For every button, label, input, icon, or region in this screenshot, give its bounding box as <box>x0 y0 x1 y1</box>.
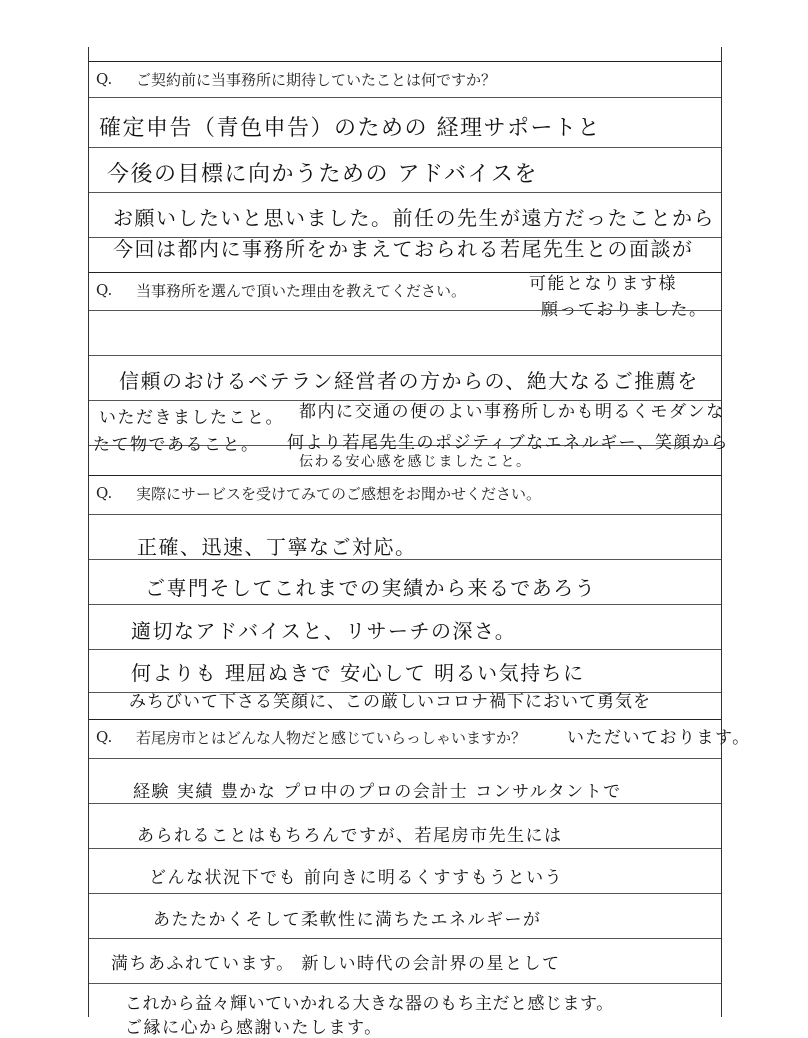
rule <box>89 803 721 804</box>
question-text: 若尾房市とはどんな人物だと感じていらっしゃいますか？ <box>136 728 527 747</box>
survey-sheet <box>88 47 751 1038</box>
rule <box>89 514 721 515</box>
question-1 <box>89 61 721 97</box>
answer-1-line-1: 確定申告（青色申告）のための 経理サポートと <box>99 116 601 141</box>
answer-4-line-7: ご縁に心から感謝いたします。 <box>125 1018 383 1038</box>
answer-2-line-1: 信頼のおけるベテラン経営者の方からの、絶大なるご推薦を <box>119 369 699 393</box>
question-marker: Q. <box>96 728 113 746</box>
answer-2-line-4: たて物であること。 <box>93 435 260 455</box>
answer-3-line-3: 適切なアドバイスと、リサーチの深さ。 <box>131 619 517 643</box>
answer-2-line-2: いただきましたこと。 <box>99 408 284 428</box>
answer-4-line-6: これから益々輝いていかれる大きな器のもち主だと感じます。 <box>125 994 614 1014</box>
rule <box>89 97 721 98</box>
rule <box>89 310 721 311</box>
answer-1-line-3: お願いしたいと思いました。前任の先生が遠方だったことから <box>113 206 715 230</box>
answer-4-line-4: あたたかくそして柔軟性に満ちたエネルギーが <box>153 910 542 930</box>
answer-1-line-2: 今後の目標に向かうための アドバイスを <box>107 162 538 187</box>
rule <box>89 604 721 605</box>
answer-3-line-1: 正確、迅速、丁寧なご対応。 <box>137 535 417 559</box>
rule <box>89 848 721 849</box>
rule <box>89 192 721 193</box>
rule <box>89 893 721 894</box>
question-3 <box>89 475 721 511</box>
answer-4-line-2: あられることはもちろんですが、若尾房市先生には <box>137 826 563 846</box>
question-2 <box>89 272 519 308</box>
rule <box>89 355 721 356</box>
answer-3-line-4: 何よりも 理屈ぬきで 安心して 明るい気持ちに <box>131 661 585 685</box>
answer-1-line-4: 今回は都内に事務所をかまえておられる若尾先生との面談が <box>113 237 694 261</box>
answer-3-line-5: みちびいて下さる笑顔に、この厳しいコロナ禍下において勇気を <box>129 692 651 712</box>
answer-3-line-2: ご専門そしてこれまでの実績から来るであろう <box>145 576 597 600</box>
rule <box>89 983 721 984</box>
answer-4-line-3: どんな状況下でも 前向きに明るくすすもうという <box>149 868 564 888</box>
answer-2-line-5: 何より若尾先生のポジティブなエネルギー、笑顔から <box>287 433 729 453</box>
question-marker: Q. <box>96 484 113 502</box>
answer-1-line-6: 願っておりました。 <box>541 300 708 320</box>
rule <box>89 147 721 148</box>
question-text: 当事務所を選んで頂いた理由を教えてください。 <box>136 281 467 300</box>
answer-4-line-1: 経験 実績 豊かな プロ中のプロの会計士 コンサルタントで <box>133 782 622 802</box>
rule <box>89 649 721 650</box>
answer-2-line-6: 伝わる安心感を感じましたこと。 <box>299 454 532 470</box>
question-text: 実際にサービスを受けてみてのご感想をお聞かせください。 <box>136 484 542 503</box>
question-marker: Q. <box>96 281 113 299</box>
answer-2-line-3: 都内に交通の便のよい事務所しかも明るくモダンな <box>299 402 725 422</box>
question-text: ご契約前に当事務所に期待していたことは何ですか？ <box>136 70 497 89</box>
answer-1-line-5: 可能となります様 <box>529 274 677 294</box>
question-4 <box>89 719 569 755</box>
answer-4-line-5: 満ちあふれています。 新しい時代の会計界の星として <box>111 954 561 974</box>
question-marker: Q. <box>96 70 113 88</box>
rule <box>89 758 721 759</box>
rule <box>89 938 721 939</box>
answer-3-line-6: いただいております。 <box>567 728 751 748</box>
